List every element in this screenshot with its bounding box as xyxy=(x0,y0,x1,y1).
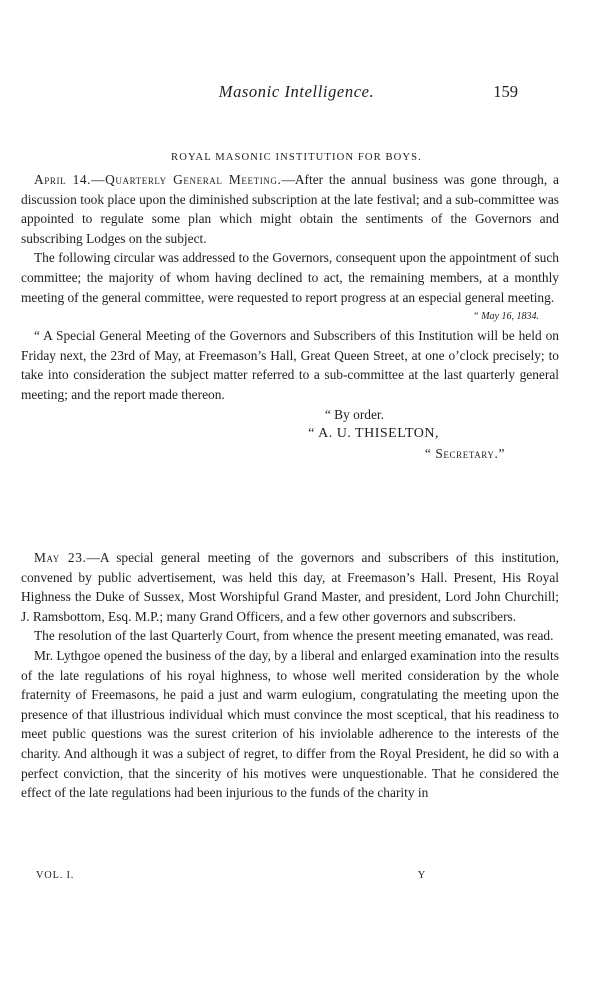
signature-mark: Y xyxy=(417,870,426,881)
running-title: Masonic Intelligence. xyxy=(218,82,375,101)
may-text: —A special general meeting of the governors and subscribers of this institution, convened by public advertisement, was held this day, at Freemason’s Hall. Present, His Royal Highness the Duke of Sussex, Most Worshipful Grand Master, and president, Lord John Churchill; J. Ramsbottom, Esq. M.P.; many Grand Officers, and a few other governors and subscribers. xyxy=(21,550,559,624)
circular-by-order: “ By order. xyxy=(324,406,384,422)
running-head xyxy=(0,82,593,106)
page-footer xyxy=(36,870,546,886)
circular-dateline: “ May 16, 1834. xyxy=(473,311,539,323)
may-paragraph-3: Mr. Lythgoe opened the business of the day, by a liberal and enlarged examination into the results of the late regulations of his royal highness, to whose well merited consideration by the whole fraternity of Freemasons, he paid a just and warm eulogium, congratulating the meeting upon the presence of that illustrious individual which must convince the most sceptical, that his readiness to meet public questions was the surest criterion of his inviolable adherence to the interests of the charity. And although it was a subject of regret, to differ from the Royal President, he did so with a perfect conviction, that the sincerity of his motives were unquestionable. That he considered the effect of the late regulations had been injurious to the funds of the charity in xyxy=(21,647,559,801)
circular-signatory-title: “ Secretary.” xyxy=(424,445,505,461)
circular-body: “ A Special General Meeting of the Governors and Subscribers of this Institution will be held on Friday next, the 23rd of May, at Freemason’s Hall, Great Queen Street, at one o’clock precisely; to take into consideration the subject matter referred to a sub-committee at the last quarterly general meeting; and the report made thereon. xyxy=(21,328,559,402)
volume-label: VOL. I. xyxy=(36,870,75,881)
april-text: —After the annual business was gone through, a discussion took place upon the diminished subscription at the late festival; and a sub-committee was appointed to regulate some plan which might obtain the sentiments of the Governors and subscribing Lodges on the subject. xyxy=(21,172,559,246)
circular-signatory: “ A. U. THISELTON, xyxy=(308,426,439,442)
april-paragraph-2: The following circular was addressed to the Governors, consequent upon the appointment of such committee; the majority of whom having declined to act, the remaining members, at a monthly meeting of the general committee, were requested to report progress at an especial general meeting. xyxy=(21,250,559,305)
may-section xyxy=(21,548,559,803)
april-lead: April 14.—Quarterly General Meeting. xyxy=(34,172,282,187)
may-lead: May 23. xyxy=(34,550,87,565)
april-paragraph xyxy=(21,170,559,248)
section-heading: ROYAL MASONIC INSTITUTION FOR BOYS. xyxy=(171,152,422,163)
may-paragraph-2: The resolution of the last Quarterly Court, from whence the present meeting emanated, was read. xyxy=(34,628,554,644)
april-section xyxy=(21,170,559,463)
page-number: 159 xyxy=(493,82,518,101)
may-paragraph xyxy=(21,548,559,626)
